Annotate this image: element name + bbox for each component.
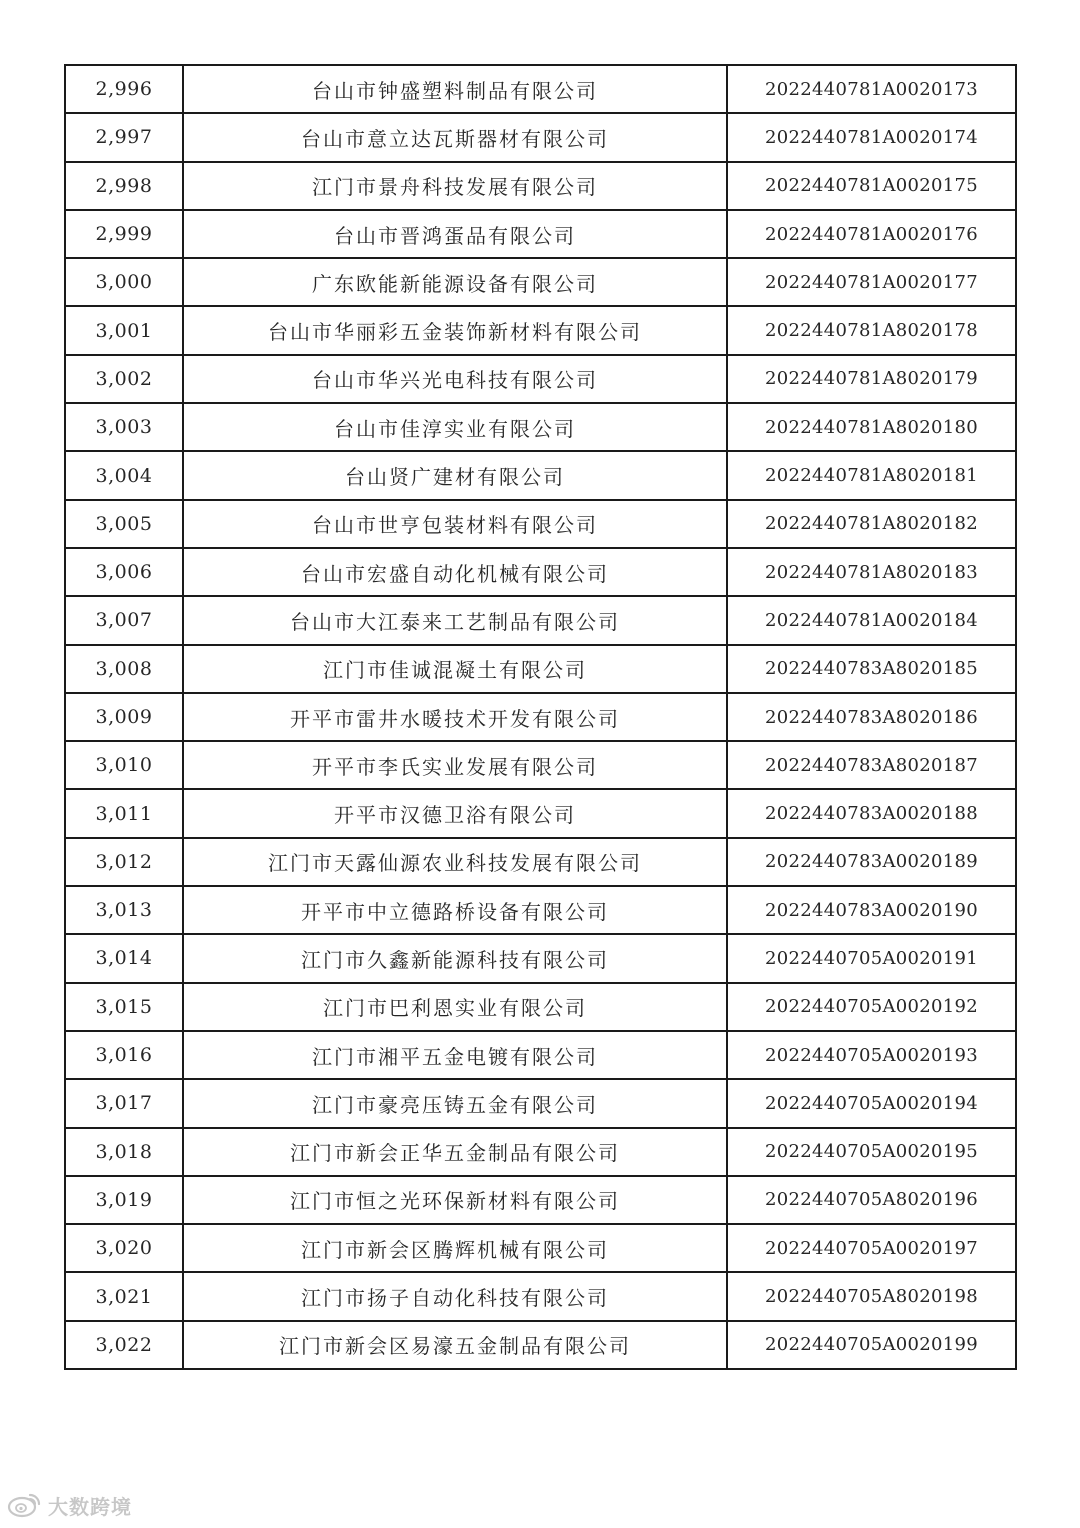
row-number-cell: 3,022 — [65, 1321, 183, 1369]
table-row — [65, 741, 1016, 789]
table-body — [65, 65, 1016, 1369]
registration-code-cell: 2022440781A8020181 — [727, 451, 1016, 499]
registration-code-cell: 2022440783A0020189 — [727, 838, 1016, 886]
row-number-cell: 3,014 — [65, 934, 183, 982]
registration-code-cell: 2022440705A0020194 — [727, 1079, 1016, 1127]
company-name-cell: 台山市意立达瓦斯器材有限公司 — [183, 113, 727, 161]
registration-code-cell: 2022440781A8020179 — [727, 355, 1016, 403]
company-name-cell: 江门市新会正华五金制品有限公司 — [183, 1128, 727, 1176]
table-row — [65, 500, 1016, 548]
registration-code-cell: 2022440783A0020190 — [727, 886, 1016, 934]
company-name-cell: 江门市佳诚混凝土有限公司 — [183, 645, 727, 693]
company-name-cell: 台山市华丽彩五金装饰新材料有限公司 — [183, 306, 727, 354]
row-number-cell: 3,013 — [65, 886, 183, 934]
row-number-cell: 3,017 — [65, 1079, 183, 1127]
company-name-cell: 江门市豪亮压铸五金有限公司 — [183, 1079, 727, 1127]
row-number-cell: 2,996 — [65, 65, 183, 113]
company-name-cell: 台山市佳淳实业有限公司 — [183, 403, 727, 451]
table-row — [65, 548, 1016, 596]
company-name-cell: 江门市久鑫新能源科技有限公司 — [183, 934, 727, 982]
table-row — [65, 983, 1016, 1031]
company-name-cell: 江门市景舟科技发展有限公司 — [183, 162, 727, 210]
table-row — [65, 1128, 1016, 1176]
row-number-cell: 3,004 — [65, 451, 183, 499]
row-number-cell: 3,018 — [65, 1128, 183, 1176]
row-number-cell: 3,016 — [65, 1031, 183, 1079]
company-name-cell: 江门市天露仙源农业科技发展有限公司 — [183, 838, 727, 886]
company-name-cell: 台山市钟盛塑料制品有限公司 — [183, 65, 727, 113]
registration-code-cell: 2022440781A8020178 — [727, 306, 1016, 354]
row-number-cell: 3,007 — [65, 596, 183, 644]
registration-code-cell: 2022440783A8020185 — [727, 645, 1016, 693]
table-row — [65, 645, 1016, 693]
registration-code-cell: 2022440781A0020173 — [727, 65, 1016, 113]
row-number-cell: 2,998 — [65, 162, 183, 210]
company-name-cell: 江门市湘平五金电镀有限公司 — [183, 1031, 727, 1079]
row-number-cell: 3,019 — [65, 1176, 183, 1224]
company-name-cell: 江门市扬子自动化科技有限公司 — [183, 1272, 727, 1320]
row-number-cell: 3,006 — [65, 548, 183, 596]
registration-code-cell: 2022440783A0020188 — [727, 789, 1016, 837]
row-number-cell: 2,999 — [65, 210, 183, 258]
table-row — [65, 258, 1016, 306]
company-name-cell: 江门市恒之光环保新材料有限公司 — [183, 1176, 727, 1224]
table-row — [65, 1176, 1016, 1224]
table-row — [65, 1224, 1016, 1272]
registration-code-cell: 2022440705A0020199 — [727, 1321, 1016, 1369]
row-number-cell: 3,000 — [65, 258, 183, 306]
table-row — [65, 693, 1016, 741]
company-name-cell: 江门市新会区易濠五金制品有限公司 — [183, 1321, 727, 1369]
table-row — [65, 65, 1016, 113]
registration-code-cell: 2022440705A0020193 — [727, 1031, 1016, 1079]
table-row — [65, 1031, 1016, 1079]
registration-code-cell: 2022440705A8020198 — [727, 1272, 1016, 1320]
table-row — [65, 162, 1016, 210]
table-row — [65, 1321, 1016, 1369]
company-name-cell: 江门市巴利恩实业有限公司 — [183, 983, 727, 1031]
company-name-cell: 台山贤广建材有限公司 — [183, 451, 727, 499]
row-number-cell: 3,020 — [65, 1224, 183, 1272]
registration-code-cell: 2022440705A0020195 — [727, 1128, 1016, 1176]
table-row — [65, 789, 1016, 837]
table-row — [65, 1272, 1016, 1320]
row-number-cell: 3,008 — [65, 645, 183, 693]
registration-code-cell: 2022440705A0020191 — [727, 934, 1016, 982]
table-row — [65, 1079, 1016, 1127]
row-number-cell: 3,009 — [65, 693, 183, 741]
table-row — [65, 934, 1016, 982]
table-row — [65, 355, 1016, 403]
company-name-cell: 开平市中立德路桥设备有限公司 — [183, 886, 727, 934]
row-number-cell: 3,011 — [65, 789, 183, 837]
table-row — [65, 838, 1016, 886]
company-name-cell: 台山市华兴光电科技有限公司 — [183, 355, 727, 403]
registration-code-cell: 2022440781A0020184 — [727, 596, 1016, 644]
row-number-cell: 3,021 — [65, 1272, 183, 1320]
registration-code-cell: 2022440783A8020186 — [727, 693, 1016, 741]
registration-code-cell: 2022440781A8020180 — [727, 403, 1016, 451]
company-name-cell: 台山市晋鸿蛋品有限公司 — [183, 210, 727, 258]
row-number-cell: 3,002 — [65, 355, 183, 403]
table-row — [65, 451, 1016, 499]
weibo-logo-icon — [6, 1492, 42, 1518]
registration-code-cell: 2022440705A8020196 — [727, 1176, 1016, 1224]
row-number-cell: 2,997 — [65, 113, 183, 161]
registration-code-cell: 2022440783A8020187 — [727, 741, 1016, 789]
row-number-cell: 3,003 — [65, 403, 183, 451]
row-number-cell: 3,005 — [65, 500, 183, 548]
table-row — [65, 403, 1016, 451]
row-number-cell: 3,001 — [65, 306, 183, 354]
company-name-cell: 开平市李氏实业发展有限公司 — [183, 741, 727, 789]
watermark-text: 大数跨境 — [48, 1494, 132, 1519]
registration-code-cell: 2022440781A0020175 — [727, 162, 1016, 210]
company-name-cell: 广东欧能新能源设备有限公司 — [183, 258, 727, 306]
table-row — [65, 113, 1016, 161]
registration-code-cell: 2022440705A0020192 — [727, 983, 1016, 1031]
table-row — [65, 210, 1016, 258]
company-name-cell: 台山市大江泰来工艺制品有限公司 — [183, 596, 727, 644]
company-name-cell: 台山市宏盛自动化机械有限公司 — [183, 548, 727, 596]
document-page — [64, 64, 1016, 1370]
registration-code-cell: 2022440705A0020197 — [727, 1224, 1016, 1272]
registration-code-cell: 2022440781A0020177 — [727, 258, 1016, 306]
table-row — [65, 596, 1016, 644]
registration-code-cell: 2022440781A0020174 — [727, 113, 1016, 161]
row-number-cell: 3,012 — [65, 838, 183, 886]
registration-code-cell: 2022440781A8020182 — [727, 500, 1016, 548]
company-name-cell: 开平市汉德卫浴有限公司 — [183, 789, 727, 837]
table-row — [65, 306, 1016, 354]
company-list-table — [64, 64, 1017, 1370]
company-name-cell: 开平市雷井水暖技术开发有限公司 — [183, 693, 727, 741]
table-row — [65, 886, 1016, 934]
registration-code-cell: 2022440781A8020183 — [727, 548, 1016, 596]
company-name-cell: 江门市新会区腾辉机械有限公司 — [183, 1224, 727, 1272]
row-number-cell: 3,010 — [65, 741, 183, 789]
row-number-cell: 3,015 — [65, 983, 183, 1031]
company-name-cell: 台山市世亨包装材料有限公司 — [183, 500, 727, 548]
watermark — [6, 1490, 132, 1520]
registration-code-cell: 2022440781A0020176 — [727, 210, 1016, 258]
